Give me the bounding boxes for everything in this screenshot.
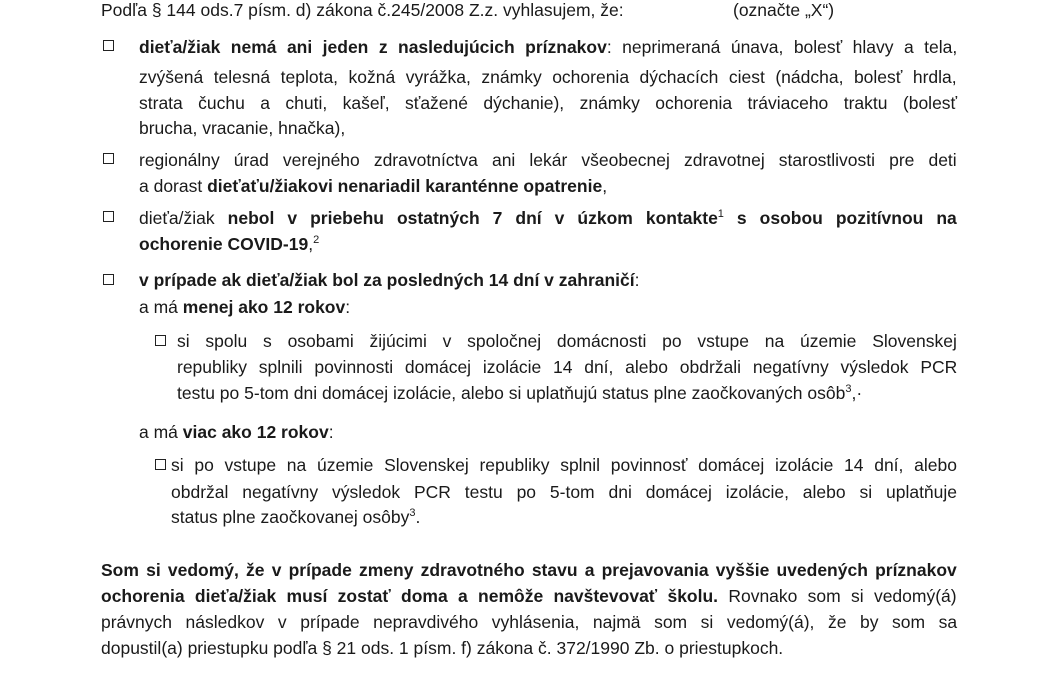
item3-bold: nebol v priebehu ostatných 7 dní v úzkom kontakte	[227, 208, 718, 228]
checkbox-no-quarantine[interactable]	[103, 153, 114, 164]
item4-bold: v prípade ak dieťa/žiak bol za posledných 14 dní v zahraničí	[139, 270, 635, 290]
item2-line1: regionálny úrad verejného zdravotníctva ani lekár všeobecnej zdravotnej starostlivosti pre deti	[139, 150, 957, 170]
footnote-ref-2: 2	[313, 234, 320, 246]
closing-line2-rest: Rovnako som si vedomý(á)	[718, 586, 957, 606]
under12-line1: si spolu s osobami žijúcimi v spoločnej domácnosti po vstupe na územie Slovenskej	[177, 331, 957, 351]
closing-line4: dopustil(a) priestupku podľa § 21 ods. 1 písm. f) zákona č. 372/1990 Zb. o priestupkoch.	[101, 638, 784, 658]
item1-bold: dieťa/žiak nemá ani jeden z nasledujúcich príznakov	[139, 37, 607, 57]
item3-line2	[139, 232, 319, 257]
item1-line3: strata čuchu a chuti, kašeľ, sťažené dýchanie), známky ochorenia tráviaceho traktu (bolesť	[139, 93, 958, 113]
footnote-ref-1: 1	[717, 208, 724, 220]
closing-bold-2: ochorenia dieťa/žiak musí zostať doma a nemôže navštevovať školu.	[101, 586, 719, 606]
checkbox-no-contact[interactable]	[103, 211, 114, 222]
item1-line2: zvýšená telesná teplota, kožná vyrážka, známky ochorenia dýchacích ciest (nádcha, bolesť hrdla,	[139, 67, 957, 87]
over12-label	[139, 420, 334, 445]
closing-bold-1: Som si vedomý, že v prípade zmeny zdravotného stavu a prejavovania vyššie uvedených príznakov	[101, 560, 957, 580]
item4-colon: :	[634, 270, 640, 290]
item1-line1-rest: : neprimeraná únava, bolesť hlavy a tela,	[606, 37, 958, 57]
closing-line1	[101, 558, 957, 583]
under12-line3-text: testu po 5-tom dni domácej izolácie, alebo si uplatňujú status plne zaočkovaných osôb	[177, 383, 846, 403]
item2-line2-end: ,	[602, 176, 608, 196]
over12-line2: obdržal negatívny výsledok PCR testu po 5-tom dni domácej izolácie, alebo si uplatňuje	[171, 482, 958, 502]
item2-bold: dieťaťu/žiakovi nenariadil karanténne opatrenie	[207, 176, 603, 196]
over12-bold: viac ako 12 rokov	[182, 422, 329, 442]
over12-line3-text: status plne zaočkovanej osôby	[171, 507, 410, 527]
over12-line3-end: .	[415, 507, 421, 527]
under12-line3	[177, 381, 862, 406]
footnote-ref-3b: 3	[409, 507, 416, 519]
closing-line2	[101, 584, 957, 609]
under12-line3-end: ,·	[851, 383, 863, 403]
item3-line1	[139, 206, 957, 231]
checkbox-under12-isolation[interactable]	[155, 335, 166, 346]
checkbox-over12-isolation[interactable]	[155, 459, 166, 470]
item3-covid: ochorenie COVID-19	[139, 234, 309, 254]
item1-line1	[139, 35, 957, 60]
under12-start: a má	[139, 297, 183, 317]
item3-line1-end: s osobou pozitívnou na	[723, 208, 957, 228]
over12-start: a má	[139, 422, 183, 442]
over12-line3	[171, 505, 420, 530]
item3-line1-start: dieťa/žiak	[139, 208, 228, 228]
item3-comma: ,	[308, 234, 314, 254]
under12-label	[139, 295, 350, 320]
mark-hint: (označte „X“)	[733, 0, 835, 20]
under12-line2: republiky splnili povinnosti domácej izolácie 14 dní, alebo obdržali negatívny výsledok PCR	[177, 357, 958, 377]
footnote-ref-3a: 3	[845, 383, 852, 395]
checkbox-abroad[interactable]	[103, 274, 114, 285]
item4-line1	[139, 268, 640, 293]
under12-colon: :	[345, 297, 351, 317]
item1-line4: brucha, vracanie, hnačka),	[139, 118, 346, 138]
over12-line1: si po vstupe na územie Slovenskej republiky splnil povinnosť domácej izolácie 14 dní, alebo	[171, 455, 957, 475]
checkbox-no-symptoms[interactable]	[103, 40, 114, 51]
under12-bold: menej ako 12 rokov	[182, 297, 346, 317]
item2-line2	[139, 174, 607, 199]
closing-line3: právnych následkov v prípade nepravdivého vyhlásenia, najmä som si vedomý(á), že by som sa	[101, 612, 958, 632]
item2-line2-start: a dorast	[139, 176, 208, 196]
intro-text: Podľa § 144 ods.7 písm. d) zákona č.245/2008 Z.z. vyhlasujem, že:	[101, 0, 624, 20]
over12-colon: :	[328, 422, 334, 442]
